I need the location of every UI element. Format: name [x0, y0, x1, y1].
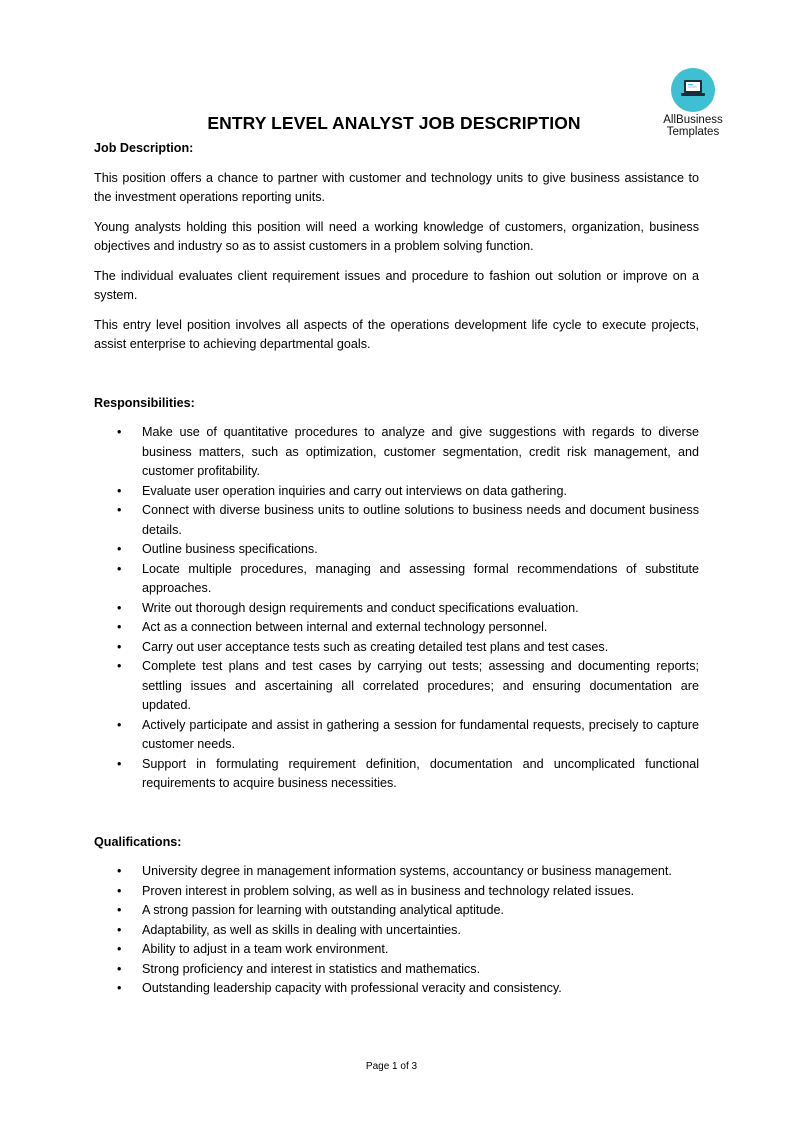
logo-circle: [671, 68, 715, 112]
list-item: • Ability to adjust in a team work environment.: [94, 940, 699, 960]
list-item: • Support in formulating requirement definition, documentation and uncomplicated functional requirements to acquire business necessities.: [94, 755, 699, 794]
job-description-heading: Job Description:: [94, 141, 194, 155]
list-item: • Strong proficiency and interest in statistics and mathematics.: [94, 960, 699, 980]
page-number: Page 1 of 3: [365, 1061, 418, 1072]
document-body: [94, 139, 699, 999]
list-item: • Complete test plans and test cases by carrying out tests; assessing and documenting reports; settling issues and ascertaining all correlated procedures; and ensuring documentation are updated.: [94, 657, 699, 716]
job-description-paragraph: Young analysts holding this position will need a working knowledge of customers, organization, business objectives and industry so as to assist customers in a problem solving function.: [94, 219, 699, 253]
responsibilities-heading: Responsibilities:: [94, 395, 195, 410]
list-item: • Outline business specifications.: [94, 540, 699, 560]
list-item: • Locate multiple procedures, managing and assessing formal recommendations of substitute approaches.: [94, 560, 699, 599]
job-description-paragraph: This position offers a chance to partner with customer and technology units to give business assistance to the investment operations reporting units.: [94, 170, 699, 204]
list-item: • University degree in management information systems, accountancy or business management.: [94, 862, 699, 882]
list-item: • Adaptability, as well as skills in dealing with uncertainties.: [94, 921, 699, 941]
responsibilities-list: [94, 423, 699, 794]
list-item: • Connect with diverse business units to outline solutions to business needs and document business details.: [94, 501, 699, 540]
list-item: • Make use of quantitative procedures to analyze and give suggestions with regards to diverse business matters, such as optimization, customer segmentation, credit risk management, and customer profitability.: [94, 423, 699, 482]
logo-line-2: Templates: [666, 126, 720, 138]
list-item: • Act as a connection between internal and external technology personnel.: [94, 618, 699, 638]
list-item: • Outstanding leadership capacity with professional veracity and consistency.: [94, 979, 699, 999]
qualifications-heading: Qualifications:: [94, 834, 182, 849]
list-item: • Carry out user acceptance tests such as creating detailed test plans and test cases.: [94, 638, 699, 658]
job-description-paragraph: The individual evaluates client requirement issues and procedure to fashion out solution or improve on a system.: [94, 268, 699, 302]
list-item: • A strong passion for learning with outstanding analytical aptitude.: [94, 901, 699, 921]
logo-line-1: AllBusiness: [663, 114, 723, 126]
document-title: ENTRY LEVEL ANALYST JOB DESCRIPTION: [207, 113, 581, 133]
job-description-paragraph: This entry level position involves all aspects of the operations development life cycle to execute projects, assist enterprise to achieving departmental goals.: [94, 317, 699, 351]
laptop-icon: [679, 78, 707, 100]
qualifications-list: [94, 862, 699, 999]
list-item: • Write out thorough design requirements and conduct specifications evaluation.: [94, 599, 699, 619]
list-item: • Evaluate user operation inquiries and carry out interviews on data gathering.: [94, 482, 699, 502]
list-item: • Actively participate and assist in gathering a session for fundamental requests, precisely to capture customer needs.: [94, 716, 699, 755]
list-item: • Proven interest in problem solving, as well as in business and technology related issues.: [94, 882, 699, 902]
